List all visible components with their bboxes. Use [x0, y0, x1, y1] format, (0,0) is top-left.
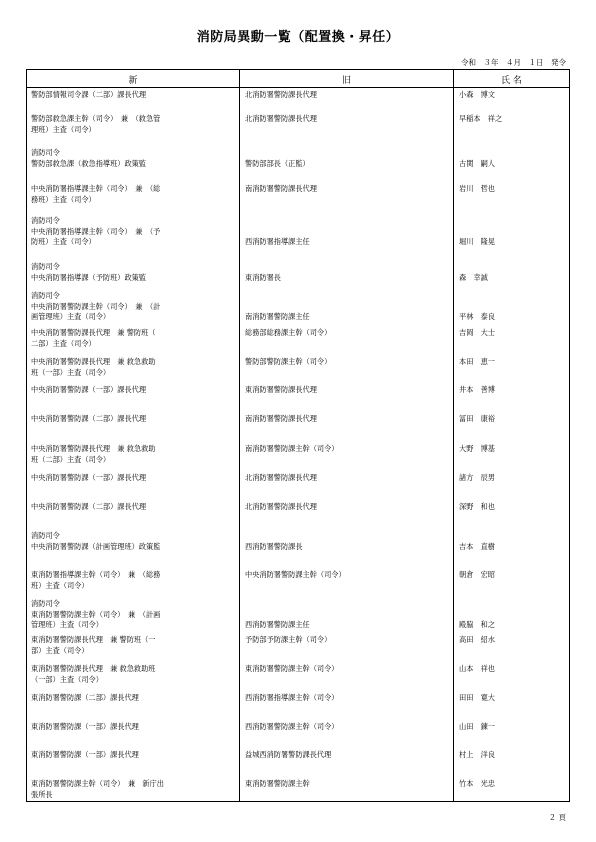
person-name: 冨田 康裕 — [459, 414, 495, 423]
new-position: 中央消防署指導課主幹（司令） 兼 （総 務班）主査（司令） — [31, 184, 161, 204]
new-position: 中央消防署警防課（一部）課長代理 — [31, 385, 147, 394]
old-position: 北消防署警防課長代理 — [245, 114, 317, 123]
new-position: 中央消防署警防課長代理 兼 救急救助 班（一部）主査（司令） — [31, 357, 156, 377]
new-position: 東消防署警防課長代理 兼 警防班（一 部）主査（司令） — [31, 635, 156, 655]
header-divider — [27, 87, 569, 88]
new-position: 中央消防署警防課長代理 兼 警防班（ 二部）主査（司令） — [31, 328, 156, 348]
new-position: 東消防署警防課（一部）課長代理 — [31, 722, 139, 731]
person-name: 大野 博基 — [459, 444, 495, 453]
new-position: 消防司令 中央消防署指導課主幹（司令） 兼 （予 防班）主査（司令） — [31, 216, 161, 246]
old-position: 総務部総務課主幹（司令） — [245, 328, 332, 337]
new-position: 中央消防署警防課（二部）課長代理 — [31, 414, 147, 423]
old-position: 東消防署警防課主幹 — [245, 779, 310, 788]
old-position: 益城西消防署警防課長代理 — [245, 750, 332, 759]
old-position: 東消防署長 — [245, 272, 281, 282]
old-position: 南消防署警防課主任 — [245, 312, 310, 321]
person-name: 朝倉 宏昭 — [459, 570, 495, 579]
old-position: 南消防署警防課長代理 — [245, 414, 317, 423]
new-position: 消防司令 中央消防署指導課（予防班）政策監 — [31, 262, 147, 282]
old-position: 西消防署警防課主任 — [245, 620, 310, 629]
new-position: 中央消防署警防課（一部）課長代理 — [31, 473, 147, 482]
header-old: 旧 — [341, 76, 351, 86]
personnel-table — [26, 69, 570, 802]
person-name: 早稲本 祥之 — [459, 114, 503, 123]
old-position: 北消防署警防課長代理 — [245, 502, 317, 511]
new-position: 東消防署警防課（一部）課長代理 — [31, 750, 139, 759]
new-position: 警防部情報司令課（二部）課長代理 — [31, 90, 147, 99]
new-position: 消防司令 中央消防署警防課（計画管理班）政策監 — [31, 531, 161, 551]
person-name: 殿脇 和之 — [459, 620, 495, 629]
new-position: 消防司令 東消防署警防課主幹（司令） 兼 （計画 管理班）主査（司令） — [31, 599, 161, 629]
column-divider — [453, 70, 454, 801]
person-name: 小森 博文 — [459, 90, 495, 99]
new-position: 東消防署警防課主幹（司令） 兼 新庁出 張所長 — [31, 779, 164, 799]
person-name: 諸方 辰男 — [459, 473, 495, 482]
old-position: 北消防署警防課長代理 — [245, 473, 317, 482]
old-position: 警防部警防課主幹（司令） — [245, 357, 332, 366]
new-position: 東消防署指導課主幹（司令） 兼 （総務 班）主査（司令） — [31, 570, 161, 590]
person-name: 本田 恵一 — [459, 357, 495, 366]
person-name: 田田 寛大 — [459, 693, 495, 702]
new-position: 東消防署警防課長代理 兼 救急救助班 （一部）主査（司令） — [31, 664, 156, 684]
new-position: 東消防署警防課（二部）課長代理 — [31, 693, 139, 702]
new-position: 警防部救急課主幹（司令） 兼 （救急管 理班）主査（司令） — [31, 114, 161, 134]
new-position: 中央消防署警防課長代理 兼 救急救助 班（二部）主査（司令） — [31, 444, 156, 464]
person-name: 岩川 哲也 — [459, 184, 495, 193]
person-name: 堀川 隆晃 — [459, 237, 495, 246]
person-name: 山本 祥也 — [459, 664, 495, 673]
old-position: 警防部部長（正監） — [245, 158, 310, 168]
document-title: 消防局異動一覧（配置換・昇任） — [196, 30, 400, 45]
person-name: 吉岡 大士 — [459, 328, 495, 337]
old-position: 中央消防署警防課主幹（司令） — [245, 570, 346, 579]
column-divider — [239, 70, 240, 801]
old-position: 東消防署警防課長代理 — [245, 385, 317, 394]
old-position: 西消防署警防課長 — [245, 541, 303, 551]
person-name: 森 幸誠 — [459, 272, 488, 282]
header-name: 氏 名 — [501, 76, 522, 86]
page-number: ２ 頁 — [548, 813, 566, 822]
person-name: 平林 泰良 — [459, 312, 495, 321]
old-position: 北消防署警防課長代理 — [245, 90, 317, 99]
new-position: 消防司令 中央消防署警防課主幹（司令） 兼 （計 画管理班）主査（司令） — [31, 291, 161, 321]
old-position: 南消防署警防課長代理 — [245, 184, 317, 193]
person-name: 深野 和也 — [459, 502, 495, 511]
old-position: 西消防署警防課主幹（司令） — [245, 722, 339, 731]
person-name: 高田 紹水 — [459, 635, 495, 644]
old-position: 南消防署警防課主幹（司令） — [245, 444, 339, 453]
new-position: 消防司令 警防部救急課（救急指導班）政策監 — [31, 148, 147, 168]
header-new: 新 — [128, 76, 138, 86]
old-position: 予防部予防課主幹（司令） — [245, 635, 332, 644]
old-position: 西消防署指導課主任 — [245, 237, 310, 246]
person-name: 竹本 光忠 — [459, 779, 495, 788]
person-name: 山田 錬一 — [459, 722, 495, 731]
person-name: 村上 洋良 — [459, 750, 495, 759]
person-name: 井本 善博 — [459, 385, 495, 394]
old-position: 東消防署警防課主幹（司令） — [245, 664, 339, 673]
person-name: 古関 嗣人 — [459, 158, 495, 168]
new-position: 中央消防署警防課（二部）課長代理 — [31, 502, 147, 511]
person-name: 吉本 直樹 — [459, 541, 495, 551]
issue-date: 令和 ３年 ４月 １日 発令 — [461, 58, 566, 67]
old-position: 西消防署指導課主幹（司令） — [245, 693, 339, 702]
